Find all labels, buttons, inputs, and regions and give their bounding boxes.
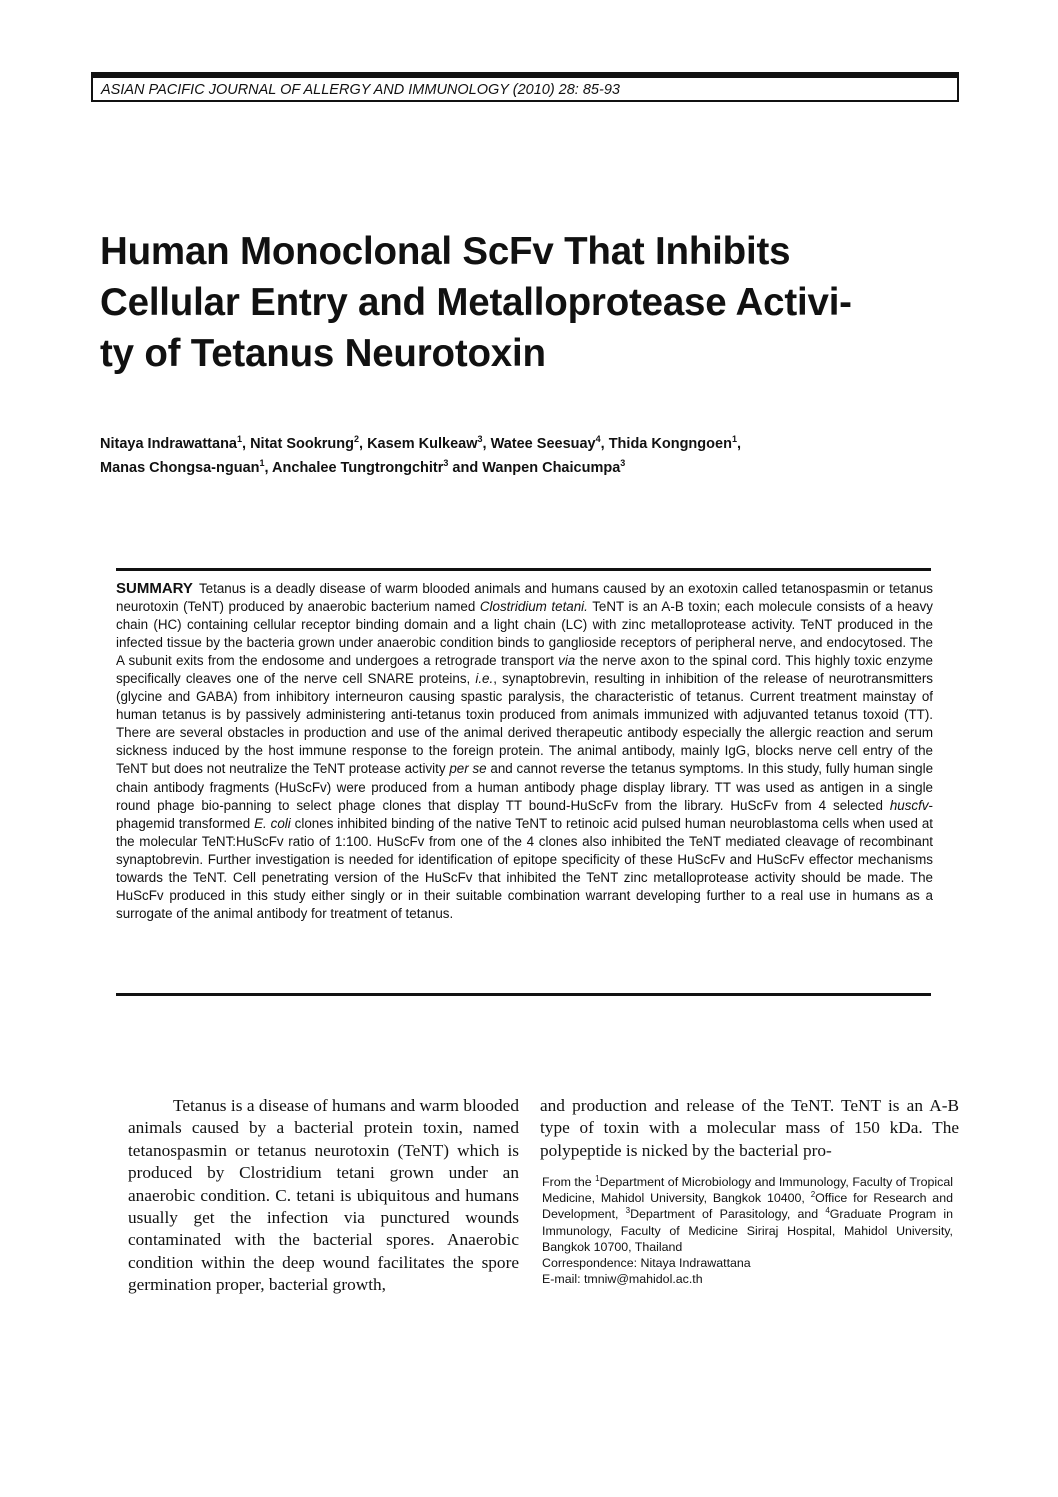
author-name: and Wanpen Chaicumpa: [448, 460, 621, 476]
body-text-right-column: and production and release of the TeNT. TeNT is an A-B type of toxin with a molecular mass of 150 kDa. The polypeptide is nicked by the bacterial pro-: [540, 1096, 959, 1160]
author-name: , Thida Kongngoen: [600, 436, 732, 452]
affiliation-mark: 3: [443, 458, 449, 468]
affiliation-mark: 1: [237, 434, 243, 444]
affiliation-mark: 4: [825, 1206, 830, 1216]
affiliation-footnote: [542, 1174, 953, 1287]
affiliation-mark: 3: [625, 1206, 631, 1216]
footnote-text: Office for Research and Development,: [542, 1191, 953, 1222]
summary-text: and cannot reverse the tetanus symptoms. In this study, fully human single chain antibody fragments (HuScFv) were produced from a human antibody phage display library. TT was used as antigen in a single round phage bio-panning to select phage clones that display TT bound-HuScFv from the library. HuScFv from 4 selected: [116, 761, 934, 813]
body-text-left-column: Tetanus is a disease of humans and warm blooded animals caused by a bacterial protein toxin, named tetanospasmin or tetanus neurotoxin (TeNT) which is produced by Clostridium tetani grown under an anaerobic condition. C. tetani is ubiquitous and humans usually get the infection via punctured wounds contaminated with the bacterial spores. Anaerobic condition within the deep wound facilitates the spore germination proper, bacterial growth,: [128, 1096, 519, 1295]
author-name: , Kasem Kulkeaw: [359, 436, 478, 452]
article-title: [100, 226, 960, 379]
summary-text: the nerve axon to the spinal cord. This highly toxic enzyme specifically cleaves one of the nerve cell SNARE proteins,: [116, 653, 933, 687]
author-name: , Nitat Sookrung: [242, 436, 354, 452]
affiliation-mark: 2: [354, 434, 360, 444]
title-line: ty of Tetanus Neurotoxin: [100, 332, 546, 375]
summary-italic: E. coli: [254, 815, 291, 831]
summary-label: SUMMARY: [116, 580, 193, 597]
affiliation-mark: 4: [595, 434, 601, 444]
summary-text: TeNT is an A-B toxin; each molecule consists of a heavy chain (HC) containing cellular receptor binding domain and a light chain (LC) with zinc metalloprotease activity. TeNT produced in the infected tissue by the bacteria grown under anaerobic condition binds to ganglioside receptors of peripheral nerve, and endocytosed. The A subunit exits from the endosome and undergoes a retrograde transport: [116, 599, 933, 669]
summary-text: Tetanus is a deadly disease of warm blooded animals and humans caused by an exotoxin called tetanospasmin or tetanus neurotoxin (TeNT) produced by anaerobic bacterium named: [116, 581, 933, 615]
summary-text: clones inhibited binding of the native TeNT to retinoic acid pulsed human neuroblastoma cells when used at the molecular TeNT:HuScFv ratio of 1:100. HuScFv from one of the 4 clones also inhibited the TeNT mediated cleavage of recombinant synaptobrevin. Further investigation is needed for identification of epitope specificity of these HuScFv and HuScFv effector mechanisms towards the TeNT. Cell penetrating version of the HuScFv that inhibited the TeNT zinc metalloprotease activity should be made. The HuScFv produced in this study either singly or in their suitable combination warrant developing further to a real use in humans as a surrogate of the animal antibody for treatment of tetanus.: [116, 815, 934, 921]
author-name: , Watee Seesuay: [482, 436, 596, 452]
summary-abstract: [116, 580, 933, 923]
author-line: [100, 432, 960, 456]
summary-italic: huscfv: [889, 797, 929, 813]
summary-bottom-rule: [116, 993, 931, 996]
email-address: E-mail: tmniw@mahidol.ac.th: [542, 1272, 703, 1287]
affiliation-mark: 3: [620, 458, 626, 468]
correspondence: Correspondence: Nitaya Indrawattana: [542, 1256, 751, 1271]
footnote-text: Department of Microbiology and Immunology, Faculty of Tropical Medicine, Mahidol University, Bangkok 10400,: [542, 1175, 953, 1206]
footnote-text: From the: [542, 1175, 596, 1189]
affiliation-mark: 2: [810, 1190, 816, 1200]
summary-italic: Clostridium tetani.: [479, 599, 588, 615]
author-line: [100, 456, 960, 480]
summary-italic: per se: [449, 761, 487, 777]
author-name: , Anchalee Tungtrongchitr: [264, 460, 444, 476]
affiliation-mark: 1: [259, 458, 265, 468]
title-line: Human Monoclonal ScFv That Inhibits: [100, 230, 791, 273]
footnote-text: Graduate Program in Immunology, Faculty of Medicine Siriraj Hospital, Mahidol University, Bangkok 10700, Thailand: [542, 1207, 953, 1254]
journal-header: ASIAN PACIFIC JOURNAL OF ALLERGY AND IMMUNOLOGY (2010) 28: 85-93: [91, 72, 959, 102]
summary-italic: via: [558, 653, 576, 669]
author-list: [100, 432, 960, 480]
affiliations: [542, 1174, 953, 1255]
summary-text: , synaptobrevin, resulting in inhibition of the release of neurotransmitters (glycine and GABA) from inhibitory interneuron causing spastic paralysis, the characteristic of tetanus. Current treatment mainstay of human tetanus is by passively administering anti-tetanus toxin produced from animals immunized with adjuvanted tetanus toxoid (TT). There are several obstacles in production and use of the animal derived therapeutic antibody especially the allergic reaction and serum sickness induced by the host immune response to the foreign protein. The animal antibody, mainly IgG, blocks nerve cell entry of the TeNT but does not neutralize the TeNT protease activity: [116, 671, 933, 777]
footnote-text: Department of Parasitology, and: [630, 1207, 826, 1222]
author-name: Manas Chongsa-nguan: [100, 460, 260, 476]
affiliation-mark: 1: [595, 1174, 600, 1183]
affiliation-mark: 1: [731, 434, 737, 444]
summary-italic: i.e.: [475, 671, 494, 687]
summary-top-rule: [116, 568, 931, 571]
title-line: Cellular Entry and Metalloprotease Activi-: [100, 281, 852, 324]
affiliation-mark: 3: [477, 434, 483, 444]
author-name: Nitaya Indrawattana: [100, 436, 237, 452]
summary-text: -phagemid transformed: [116, 797, 933, 831]
author-separator: ,: [736, 436, 741, 452]
